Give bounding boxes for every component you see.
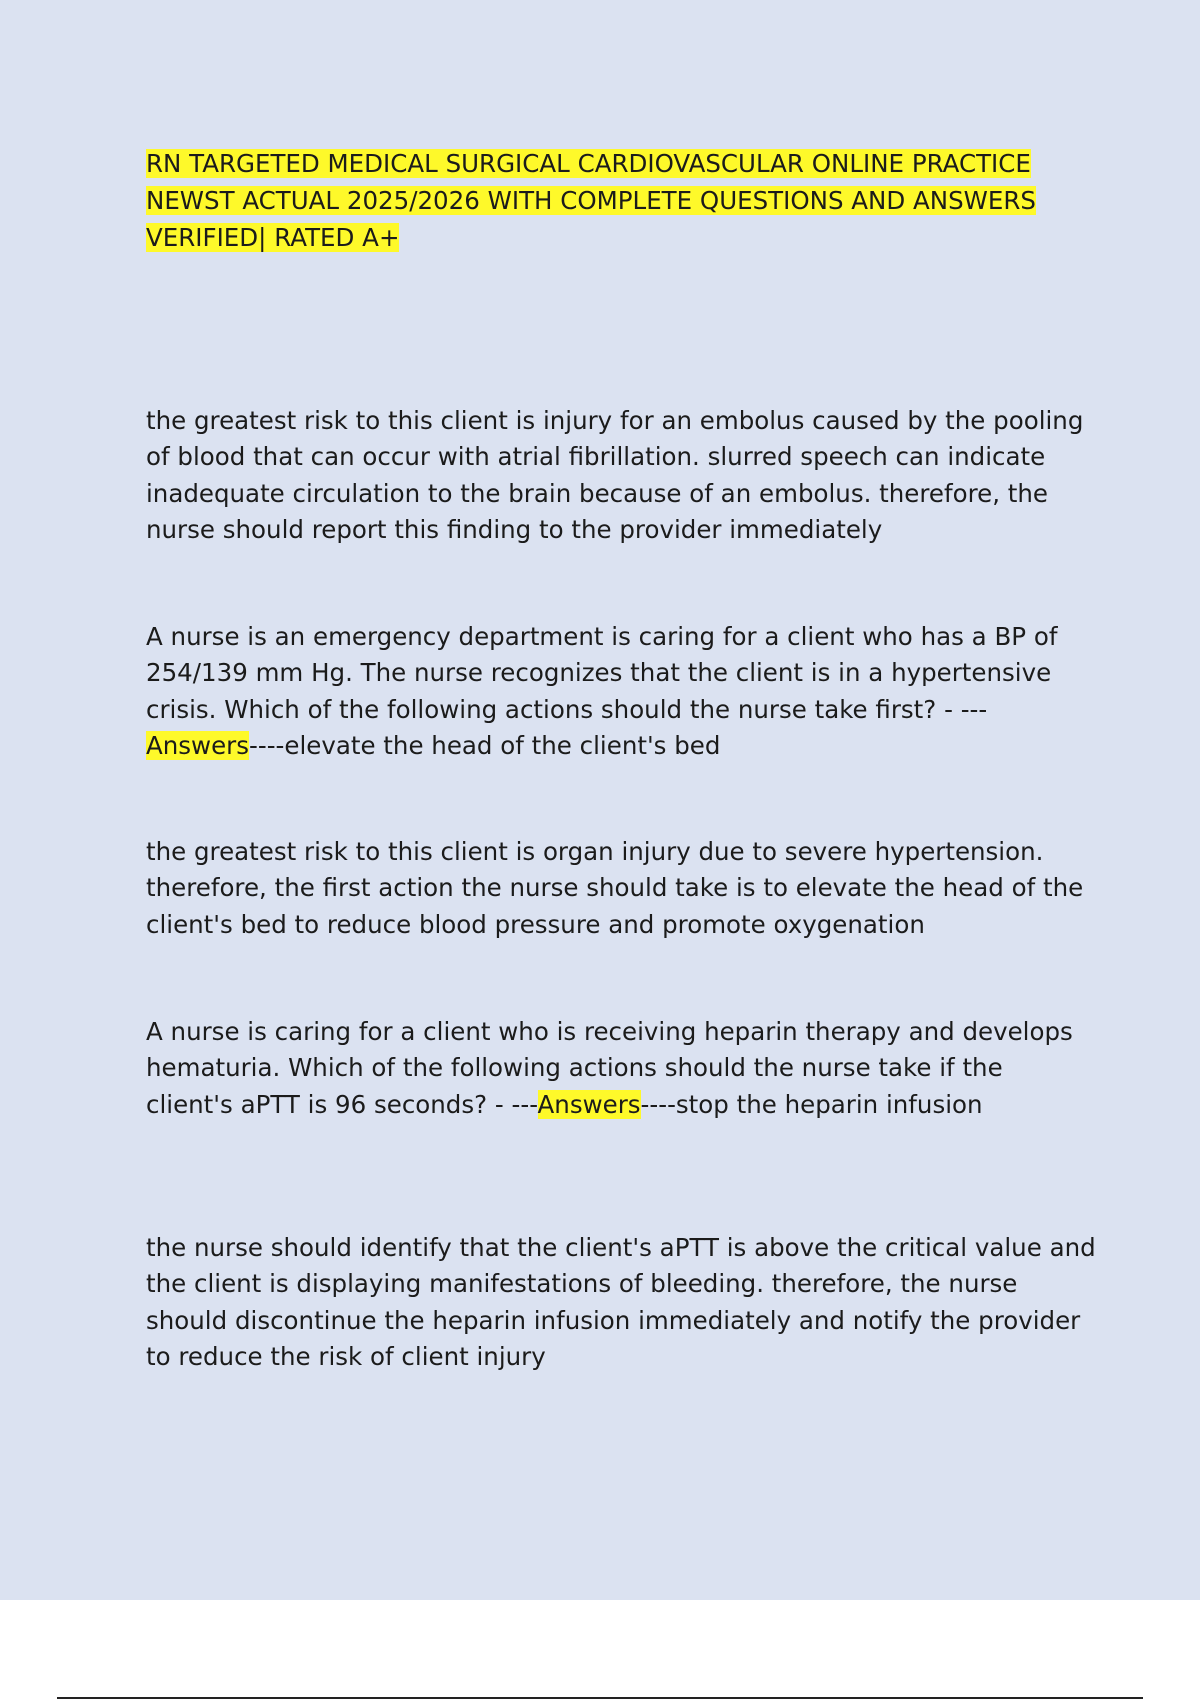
answer-text: ----elevate the head of the client's bed [249, 731, 721, 760]
answers-highlight: Answers [146, 731, 250, 760]
document-title [146, 145, 1096, 256]
explanation-text: the greatest risk to this client is injury for an embolus caused by the pooling of blood that can occur with atrial fibrillation. slurred speech can indicate inadequate circulation to the brain because of an embolus. therefore, the nurse should report this finding to the provider immediately [146, 405, 1084, 544]
question-paragraph-2 [146, 1014, 1096, 1124]
explanation-paragraph-1 [146, 403, 1096, 549]
document-title-text: RN TARGETED MEDICAL SURGICAL CARDIOVASCULAR ONLINE PRACTICE NEWST ACTUAL 2025/2026 WITH COMPLETE QUESTIONS AND ANSWERS VERIFIED| RATED A+ [146, 149, 1036, 252]
question-paragraph-1 [146, 619, 1096, 765]
explanation-paragraph-3 [146, 1230, 1096, 1376]
explanation-paragraph-2 [146, 834, 1096, 944]
question-text: A nurse is caring for a client who is receiving heparin therapy and develops hematuria. Which of the following actions should the nurse take if the client's aPTT is 96 seconds? - --- [146, 1016, 1073, 1119]
footer-rule [57, 1697, 1143, 1699]
question-text: A nurse is an emergency department is caring for a client who has a BP of 254/139 mm Hg. The nurse recognizes that the client is in a hypertensive crisis. Which of the following actions should the nurse take first? - --- [146, 621, 1058, 724]
explanation-text: the greatest risk to this client is organ injury due to severe hypertension. therefore, the first action the nurse should take is to elevate the head of the client's bed to reduce blood pressure and promote oxygenation [146, 836, 1084, 939]
answer-text: ----stop the heparin infusion [640, 1089, 983, 1119]
explanation-text: the nurse should identify that the client's aPTT is above the critical value and the client is displaying manifestations of bleeding. therefore, the nurse should discontinue the heparin infusion immediately and notify the provider to reduce the risk of client injury [146, 1232, 1096, 1371]
answers-highlight: Answers [537, 1089, 641, 1119]
